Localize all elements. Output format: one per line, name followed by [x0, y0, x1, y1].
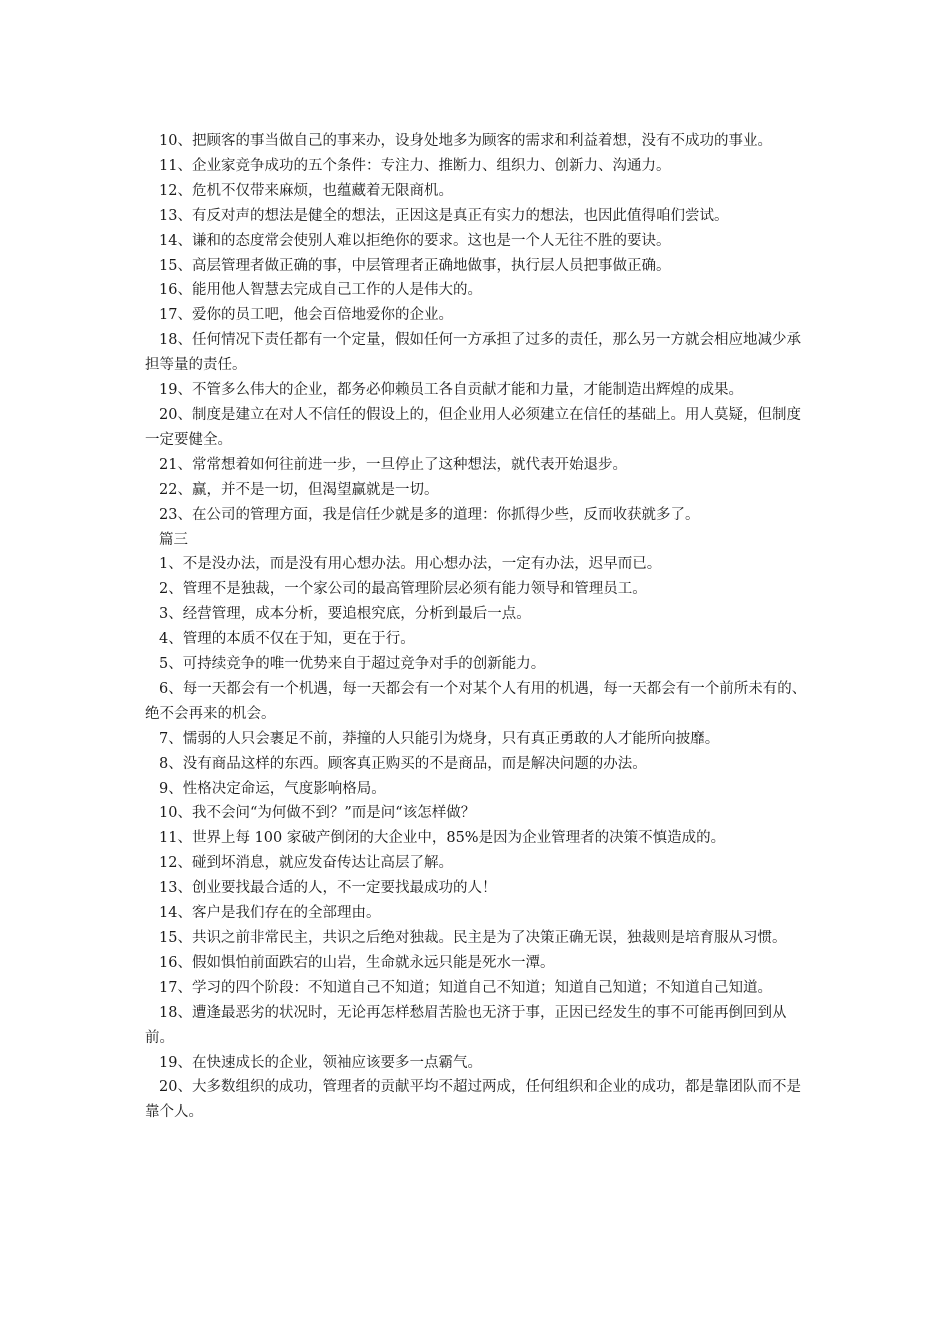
paragraph-23: 23、在公司的管理方面，我是信任少就是多的道理：你抓得少些，反而收获就多了。 — [159, 506, 700, 523]
document-body — [145, 129, 807, 1125]
paragraph-s3-2: 2、管理不是独裁，一个家公司的最高管理阶层必须有能力领导和管理员工。 — [159, 581, 647, 598]
paragraph-14: 14、谦和的态度常会使别人难以拒绝你的要求。这也是一个人无往不胜的要诀。 — [159, 232, 671, 249]
paragraph-s3-8: 8、没有商品这样的东西。顾客真正购买的不是商品，而是解决问题的办法。 — [159, 755, 647, 772]
paragraph-10: 10、把顾客的事当做自己的事来办，设身处地多为顾客的需求和利益着想，没有不成功的事业。 — [159, 133, 772, 149]
paragraph-15: 15、高层管理者做正确的事，中层管理者正确地做事，执行层人员把事做正确。 — [159, 257, 671, 274]
paragraph-s3-14: 14、客户是我们存在的全部理由。 — [159, 905, 381, 922]
paragraph-13: 13、有反对声的想法是健全的想法，正因这是真正有实力的想法，也因此值得咱们尝试。 — [159, 207, 729, 224]
paragraph-21: 21、常常想着如何往前进一步，一旦停止了这种想法，就代表开始退步。 — [159, 456, 627, 473]
paragraph-s3-18: 18、遭逢最恶劣的状况时，无论再怎样愁眉苦脸也无济于事，正因已经发生的事不可能再倒回到从前。 — [145, 1004, 787, 1046]
paragraph-16: 16、能用他人智慧去完成自己工作的人是伟大的。 — [159, 282, 482, 299]
paragraph-17: 17、爱你的员工吧，他会百倍地爱你的企业。 — [159, 307, 453, 324]
paragraph-12: 12、危机不仅带来麻烦，也蕴藏着无限商机。 — [159, 182, 453, 199]
paragraph-s3-20: 20、大多数组织的成功，管理者的贡献平均不超过两成，任何组织和企业的成功，都是靠团队而不是靠个人。 — [145, 1079, 801, 1121]
paragraph-s3-4: 4、管理的本质不仅在于知，更在于行。 — [159, 631, 415, 648]
paragraph-s3-3: 3、经营管理，成本分析，要追根究底，分析到最后一点。 — [159, 606, 531, 623]
paragraph-s3-7: 7、懦弱的人只会裹足不前，莽撞的人只能引为烧身，只有真正勇敢的人才能所向披靡。 — [159, 730, 720, 747]
paragraph-s3-11: 11、世界上每 100 家破产倒闭的大企业中，85%是因为企业管理者的决策不慎造成的。 — [159, 830, 726, 847]
paragraph-18: 18、任何情况下责任都有一个定量，假如任何一方承担了过多的责任，那么另一方就会相应地减少承担等量的责任。 — [145, 332, 801, 374]
section-heading: 篇三 — [159, 531, 188, 548]
paragraph-s3-9: 9、性格决定命运，气度影响格局。 — [159, 780, 386, 797]
paragraph-19: 19、不管多么伟大的企业，都务必仰赖员工各自贡献才能和力量，才能制造出辉煌的成果。 — [159, 382, 743, 399]
paragraph-s3-17: 17、学习的四个阶段：不知道自己不知道；知道自己不知道；知道自己知道；不知道自己知道。 — [159, 979, 772, 996]
paragraph-22: 22、赢，并不是一切，但渴望赢就是一切。 — [159, 481, 439, 498]
paragraph-s3-15: 15、共识之前非常民主，共识之后绝对独裁。民主是为了决策正确无误，独裁则是培育服从习惯。 — [159, 930, 787, 946]
paragraph-s3-19: 19、在快速成长的企业，领袖应该要多一点霸气。 — [159, 1054, 482, 1071]
paragraph-s3-6: 6、每一天都会有一个机遇，每一天都会有一个对某个人有用的机遇，每一天都会有一个前所未有的、绝不会再来的机会。 — [145, 680, 807, 722]
paragraph-20: 20、制度是建立在对人不信任的假设上的，但企业用人必须建立在信任的基础上。用人莫疑，但制度一定要健全。 — [145, 406, 801, 448]
paragraph-s3-1: 1、不是没办法，而是没有用心想办法。用心想办法，一定有办法，迟早而已。 — [159, 556, 662, 573]
paragraph-11: 11、企业家竞争成功的五个条件：专注力、推断力、组织力、创新力、沟通力。 — [159, 157, 671, 174]
paragraph-s3-10: 10、我不会问“为何做不到？”而是问“该怎样做？ — [159, 805, 476, 822]
paragraph-s3-13: 13、创业要找最合适的人，不一定要找最成功的人！ — [159, 880, 497, 897]
paragraph-s3-12: 12、碰到坏消息，就应发奋传达让高层了解。 — [159, 855, 453, 872]
paragraph-s3-16: 16、假如惧怕前面跌宕的山岩，生命就永远只能是死水一潭。 — [159, 954, 555, 971]
paragraph-s3-5: 5、可持续竞争的唯一优势来自于超过竞争对手的创新能力。 — [159, 656, 546, 673]
